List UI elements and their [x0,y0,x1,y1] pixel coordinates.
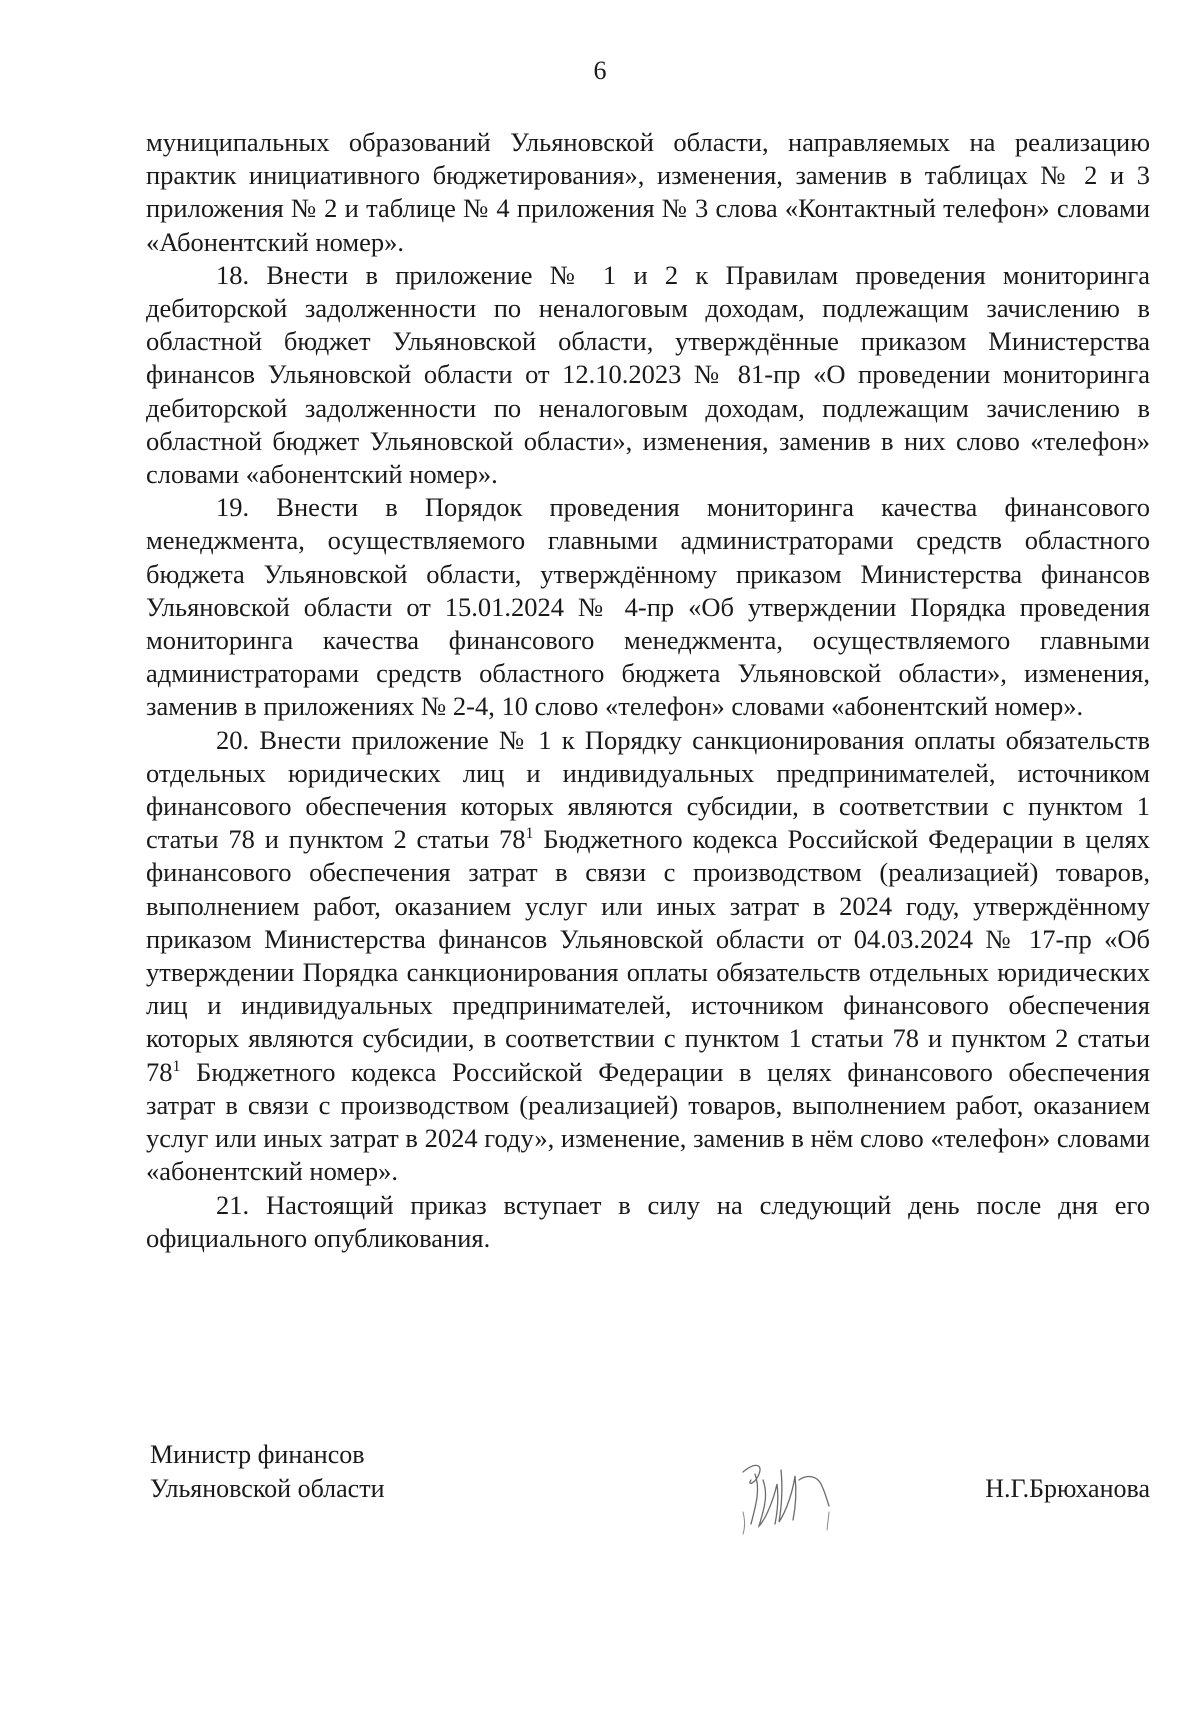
signature-block [150,1438,1150,1548]
paragraph-continuation: муниципальных образований Ульяновской области, направляемых на реализацию практик инициативного бюджетирования», изменения, заменив в таблицах № 2 и 3 приложения № 2 и таблице № 4 приложения № 3 слова «Контактный телефон» словами «Абонентский номер». [146,127,1150,257]
signer-title [150,1438,384,1506]
paragraph-20 [146,724,1150,1189]
paragraph-21: 21. Настоящий приказ вступает в силу на следующий день после дня его официального опубликования. [146,1189,1150,1253]
signer-title-line-1: Министр финансов [150,1440,365,1469]
document-body [146,126,1150,1255]
paragraph-18: 18. Внести в приложение № 1 и 2 к Правилам проведения мониторинга дебиторской задолженности по неналоговым доходам, подлежащим зачислению в областной бюджет Ульяновской области, утверждённые приказом Министерства финансов Ульяновской области от 12.10.2023 № 81-пр «О проведении мониторинга дебиторской задолженности по неналоговым доходам, подлежащим зачислению в областной бюджет Ульяновской области», изменения, заменив в них слово «телефон» словами «абонентский номер». [146,259,1150,490]
paragraph-20-text-part-3: Бюджетного кодекса Российской Федерации в целях финансового обеспечения затрат в связи с производством (реализацией) товаров, выполнением работ, оказанием услуг или иных затрат в 2024 году», изменение, заменив в нём слово «телефон» словами «абонентский номер». [146,1056,1150,1187]
paragraph-19: 19. Внести в Порядок проведения мониторинга качества финансового менеджмента, осуществляемого главными администраторами средств областного бюджета Ульяновской области, утверждённому приказом Министерства финансов Ульяновской области от 15.01.2024 № 4-пр «Об утверждении Порядка проведения мониторинга качества финансового менеджмента, осуществляемого главными администраторами средств областного бюджета Ульяновской области», изменения, заменив в приложениях № 2-4, 10 слово «телефон» словами «абонентский номер». [146,492,1150,722]
signer-title-line-2: Ульяновской области [150,1474,385,1503]
paragraph-20-text-part-1: 20. Внести приложение № 1 к Порядку санкционирования оплаты обязательств отдельных юридических лиц и индивидуальных предпринимателей, источником финансового обеспечения которых являются субсидии, в соответствии с пунктом 1 статьи 78 и пунктом 2 статьи 78 [146,724,1150,855]
paragraph-20-text-part-2: Бюджетного кодекса Российской Федерации в целях финансового обеспечения затрат в связи с производством (реализацией) товаров, выполнением работ, оказанием услуг или иных затрат в 2024 году, утверждённому приказом Министерства финансов Ульяновской области от 04.03.2024 № 17-пр «Об утверждении Порядка санкционирования оплаты обязательств отдельных юридических лиц и индивидуальных предпринимателей, источником финансового обеспечения которых являются субсидии, в соответствии с пунктом 1 статьи 78 и пунктом 2 статьи 78 [146,824,1150,1087]
signer-name: Н.Г.Брюханова [985,1474,1150,1503]
handwritten-signature [733,1450,843,1540]
superscript-1: 1 [525,825,534,843]
superscript-2: 1 [172,1057,181,1075]
page-number: 6 [593,56,607,85]
